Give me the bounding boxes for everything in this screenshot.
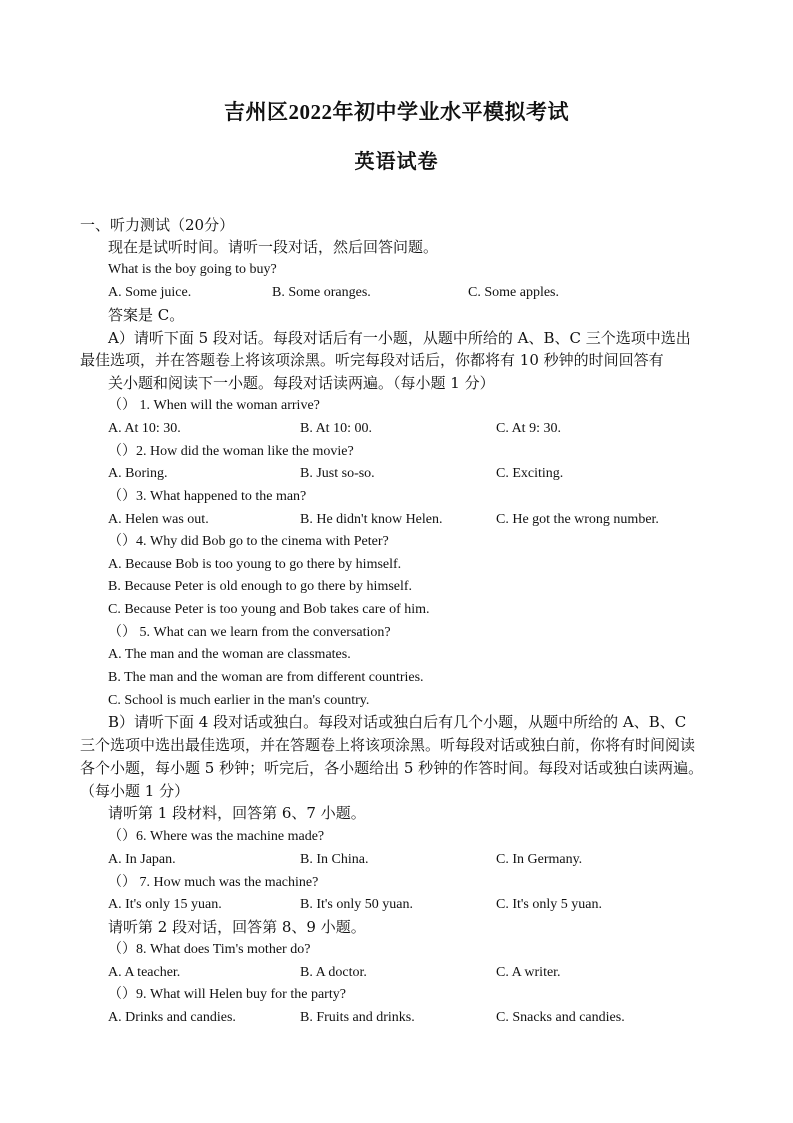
- part-a-intro-line: A）请听下面 5 段对话。每段对话后有一小题，从题中所给的 A、B、C 三个选项中选出: [108, 329, 691, 347]
- part-b-intro-line: 三个选项中选出最佳选项，并在答题卷上将该项涂黑。听每段对话或独白前，你将有时间阅读: [80, 736, 696, 754]
- exam-title: 吉州区2022年初中学业水平模拟考试: [224, 100, 569, 124]
- question-9: （）9. What will Helen buy for the party?: [108, 987, 346, 1002]
- q2-option-a: A. Boring.: [108, 466, 168, 481]
- q8-option-c: C. A writer.: [496, 965, 561, 980]
- question-8: （）8. What does Tim's mother do?: [108, 942, 311, 957]
- material-2-instruction: 请听第 2 段对话，回答第 8、9 小题。: [108, 918, 366, 936]
- exam-subtitle: 英语试卷: [354, 151, 439, 173]
- q6-option-a: A. In Japan.: [108, 852, 176, 867]
- q8-option-b: B. A doctor.: [300, 965, 367, 980]
- q3-option-b: B. He didn't know Helen.: [300, 512, 443, 527]
- q5-option-b: B. The man and the woman are from different countries.: [108, 670, 424, 685]
- q1-option-c: C. At 9: 30.: [496, 421, 561, 436]
- q1-option-a: A. At 10: 30.: [108, 421, 181, 436]
- q2-option-b: B. Just so-so.: [300, 466, 375, 481]
- q5-option-a: A. The man and the woman are classmates.: [108, 647, 351, 662]
- q1-option-b: B. At 10: 00.: [300, 421, 372, 436]
- question-2: （）2. How did the woman like the movie?: [108, 444, 354, 459]
- question-1: （） 1. When will the woman arrive?: [108, 398, 320, 413]
- q9-option-c: C. Snacks and candies.: [496, 1010, 625, 1025]
- question-7: （） 7. How much was the machine?: [108, 875, 319, 890]
- q3-option-c: C. He got the wrong number.: [496, 512, 659, 527]
- question-4: （）4. Why did Bob go to the cinema with Peter?: [108, 534, 389, 549]
- trial-question: What is the boy going to buy?: [108, 262, 277, 277]
- trial-option-c: C. Some apples.: [468, 285, 559, 300]
- trial-option-b: B. Some oranges.: [272, 285, 371, 300]
- q4-option-b: B. Because Peter is old enough to go there by himself.: [108, 579, 413, 594]
- question-3: （）3. What happened to the man?: [108, 489, 307, 504]
- q9-option-b: B. Fruits and drinks.: [300, 1010, 415, 1025]
- q4-option-a: A. Because Bob is too young to go there by himself.: [108, 557, 402, 572]
- part-a-intro-line: 关小题和阅读下一小题。每段对话读两遍。（每小题 1 分）: [108, 374, 495, 392]
- q7-option-b: B. It's only 50 yuan.: [300, 897, 413, 912]
- q6-option-c: C. In Germany.: [496, 852, 583, 867]
- part-a-intro-line: 最佳选项，并在答题卷上将该项涂黑。听完每段对话后，你都将有 10 秒钟的时间回答有: [80, 351, 664, 369]
- part-b-intro-line: B）请听下面 4 段对话或独白。每段对话或独白后有几个小题，从题中所给的 A、B、C: [108, 713, 687, 731]
- q6-option-b: B. In China.: [300, 852, 369, 867]
- part-b-intro-line: 各个小题，每小题 5 秒钟；听完后，各小题给出 5 秒钟的作答时间。每段对话或独白读两遍。: [80, 759, 704, 777]
- section-heading: 一、听力测试（20分）: [80, 216, 235, 234]
- q7-option-a: A. It's only 15 yuan.: [108, 897, 222, 912]
- q3-option-a: A. Helen was out.: [108, 512, 209, 527]
- q4-option-c: C. Because Peter is too young and Bob takes care of him.: [108, 602, 430, 617]
- material-1-instruction: 请听第 1 段材料，回答第 6、7 小题。: [108, 804, 366, 822]
- q9-option-a: A. Drinks and candies.: [108, 1010, 236, 1025]
- trial-answer: 答案是 C。: [108, 306, 185, 324]
- question-5: （） 5. What can we learn from the conversation?: [108, 625, 391, 640]
- q2-option-c: C. Exciting.: [496, 466, 564, 481]
- q8-option-a: A. A teacher.: [108, 965, 181, 980]
- part-b-intro-line: （每小题 1 分）: [80, 782, 190, 800]
- q7-option-c: C. It's only 5 yuan.: [496, 897, 602, 912]
- q5-option-c: C. School is much earlier in the man's country.: [108, 693, 370, 708]
- trial-option-a: A. Some juice.: [108, 285, 192, 300]
- question-6: （）6. Where was the machine made?: [108, 829, 325, 844]
- trial-intro: 现在是试听时间。请听一段对话，然后回答问题。: [108, 238, 439, 256]
